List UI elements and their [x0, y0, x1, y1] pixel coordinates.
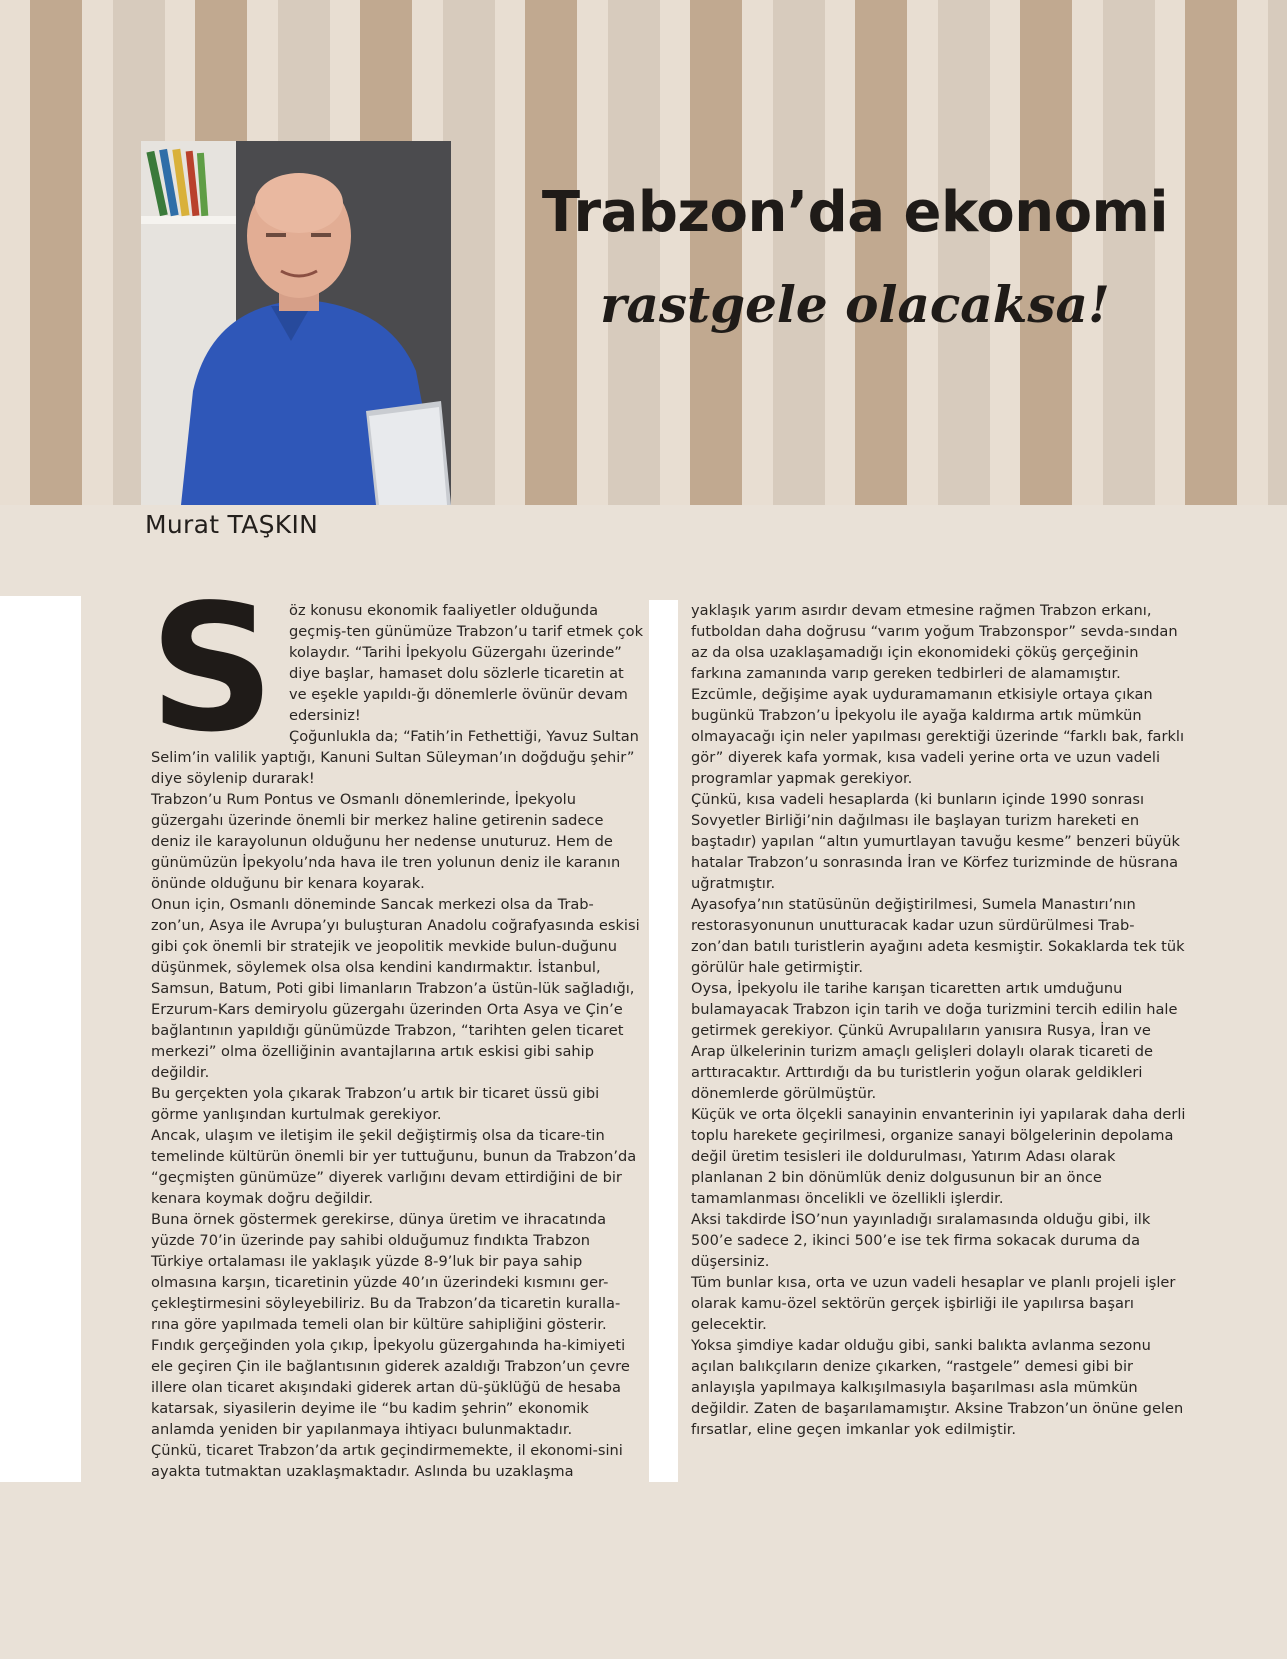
paragraph: Ezcümle, değişime ayak uyduramamanın etkisiyle ortaya çıkan bugünkü Trabzon’u İpekyolu ile ayağa kaldırma artık mümkün olmayacağı için neler yapılması gerektiği üzerinde “farklı bak, farklı gör” diyerek kafa yormak, kısa vadeli yerine orta ve uzun vadeli programlar yapmak gerekiyor. — [691, 686, 1185, 787]
paragraph: Tüm bunlar kısa, orta ve uzun vadeli hesaplar ve planlı projeli işler olarak kamu-özel sektörün gerçek işbirliği ile yapılırsa başarı gelecektir. — [691, 1274, 1176, 1333]
article-column-left — [149, 568, 646, 1482]
paragraph: Bu gerçekten yola çıkarak Trabzon’u artık bir ticaret üssü gibi görme yanlışından kurtulmak gerekiyor. — [151, 1085, 600, 1123]
column-divider — [649, 600, 678, 1482]
paragraph: öz konusu ekonomik faaliyetler olduğunda geçmiş-ten günümüze Trabzon’u tarif etmek çok kolaydır. “Tarihi İpekyolu Güzergahı üzerinde” diye başlar, hamaset dolu sözlerle ticaretin at ve eşekle yapıldı-ğı dönemlerle övünür devam edersiniz! — [289, 602, 644, 724]
paragraph: Yoksa şimdiye kadar olduğu gibi, sanki balıkta avlanma sezonu açılan balıkçıların denize çıkarken, “rastgele” demesi gibi bir anlayışla yapılmaya kalkışılmasıyla başarılması asla mümkün değildir. Zaten de başarılamamıştır. Aksine Trabzon’un önüne gelen fırsatlar, eline geçen imkanlar yok edilmiştir. — [691, 1337, 1184, 1438]
paragraph: Çünkü, kısa vadeli hesaplarda (ki bunların içinde 1990 sonrası Sovyetler Birliği’nin dağılması ile başlayan turizm hareketi en baştadır) yapılan “altın yumurtlayan tavuğu kesme” benzeri büyük hatalar Trabzon’u sonrasında İran ve Körfez turizminde de hüsrana uğratmıştır. — [691, 791, 1180, 892]
paragraph: Buna örnek göstermek gerekirse, dünya üretim ve ihracatında yüzde 70’in üzerinde pay sahibi olduğumuz fındıkta Trabzon Türkiye ortalaması ile yaklaşık yüzde 8-9’luk bir paya sahip olmasına karşın, ticaretinin yüzde 40’ın üzerindeki kısmını ger-çekleştirmesini söyleyebiliriz. Bu da Trabzon’da ticaretin kuralla-rına göre yapılmada temeli olan bir kültüre sahipliğini gösterir. — [151, 1211, 621, 1333]
paragraph: yaklaşık yarım asırdır devam etmesine rağmen Trabzon erkanı, futboldan daha doğrusu “varım yoğum Trabzonspor” sevda-sından az da olsa uzaklaşamadığı için ekonomideki çöküş gerçeğinin farkına zamanında varıp gereken tedbirleri de alamamıştır. — [691, 602, 1178, 682]
paragraph: Ayasofya’nın statüsünün değiştirilmesi, Sumela Manastırı’nın restorasyonunun unutturacak kadar uzun sürdürülmesi Trab-zon’dan batılı turistlerin ayağını adeta kesmiştir. Sokaklarda tek tük görülür hale getirmiştir. — [691, 896, 1185, 976]
paragraph: Çoğunlukla da; “Fatih’in Fethettiği, Yavuz Sultan Selim’in valilik yaptığı, Kanuni Sultan Süleyman’ın doğduğu şehir” diye söylenip durarak! — [151, 728, 639, 787]
author-photo — [141, 141, 451, 505]
paragraph: Çünkü, ticaret Trabzon’da artık geçindirmemekte, il ekonomi-sini ayakta tutmaktan uzaklaşmaktadır. Aslında bu uzaklaşma — [151, 1442, 623, 1480]
article-column-right — [691, 600, 1186, 1440]
paragraph: Ancak, ulaşım ve iletişim ile şekil değiştirmiş olsa da ticare-tin temelinde kültürün önemli bir yer tuttuğunu, bunun da Trabzon’da “geçmişten günümüze” diyerek varlığını devam ettirdiğini de bir kenara koymak doğru değildir. — [151, 1127, 637, 1207]
article-title: Trabzon’da ekonomi — [541, 180, 1169, 245]
left-margin-block — [0, 596, 81, 1482]
article-subtitle: rastgele olacaksa! — [600, 275, 1110, 334]
paragraph: Küçük ve orta ölçekli sanayinin envanterinin iyi yapılarak daha derli toplu harekete geçirilmesi, organize sanayi bölgelerinin depolama değil üretim tesisleri ile doldurulması, Yatırım Adası olarak planlanan 2 bin dönümlük deniz dolgusunun bir an önce tamamlanması öncelikli ve özellikli işlerdir. — [691, 1106, 1186, 1207]
paragraph: Aksi takdirde İSO’nun yayınladığı sıralamasında olduğu gibi, ilk 500’e sadece 2, ikinci 500’e ise tek firma sokacak duruma da düşersiniz. — [691, 1211, 1151, 1270]
paragraph: Onun için, Osmanlı döneminde Sancak merkezi olsa da Trab-zon’un, Asya ile Avrupa’yı buluşturan Anadolu coğrafyasında eskisi gibi çok önemli bir stratejik ve jeopolitik mevkide bulun-duğunu düşünmek, söylemek olsa olsa kendini kandırmaktır. İstanbul, Samsun, Batum, Poti gibi limanların Trabzon’a üstün-lük sağladığı, Erzurum-Kars demiryolu güzergahı üzerinden Orta Asya ve Çin’e bağlantının yapıldığı günümüzde Trabzon, “tarihten gelen ticaret merkezi” olma özelliğinin avantajlarına artık eskisi gibi sahip değildir. — [151, 896, 640, 1081]
paragraph: Fındık gerçeğinden yola çıkıp, İpekyolu güzergahında ha-kimiyeti ele geçiren Çin ile bağlantısının giderek azaldığı Trabzon’un çevre illere olan ticaret akışındaki giderek artan dü-şüklüğü de hesaba katarsak, siyasilerin deyime ile “bu kadim şehrin” ekonomik anlamda yeniden bir yapılanmaya ihtiyacı bulunmaktadır. — [151, 1337, 630, 1438]
drop-cap: S — [149, 568, 276, 771]
author-name: Murat TAŞKIN — [145, 510, 319, 539]
paragraph: Oysa, İpekyolu ile tarihe karışan ticaretten artık umduğunu bulamayacak Trabzon için tarih ve doğa turizmini tercih edilin hale getirmek gerekiyor. Çünkü Avrupalıların yanısıra Rusya, İran ve Arap ülkelerinin turizm amaçlı gelişleri dolaylı olarak ticareti de arttıracaktır. Arttırdığı da bu turistlerin yoğun olarak geldikleri dönemlerde görülmüştür. — [691, 980, 1178, 1102]
paragraph: Trabzon’u Rum Pontus ve Osmanlı dönemlerinde, İpekyolu güzergahı üzerinde önemli bir merkez haline getirenin sadece deniz ile karayolunun olduğunu her nedense unuturuz. Hem de günümüzün İpekyolu’nda hava ile tren yolunun deniz ile karanın önünde olduğunu bir kenara koyarak. — [151, 791, 621, 892]
